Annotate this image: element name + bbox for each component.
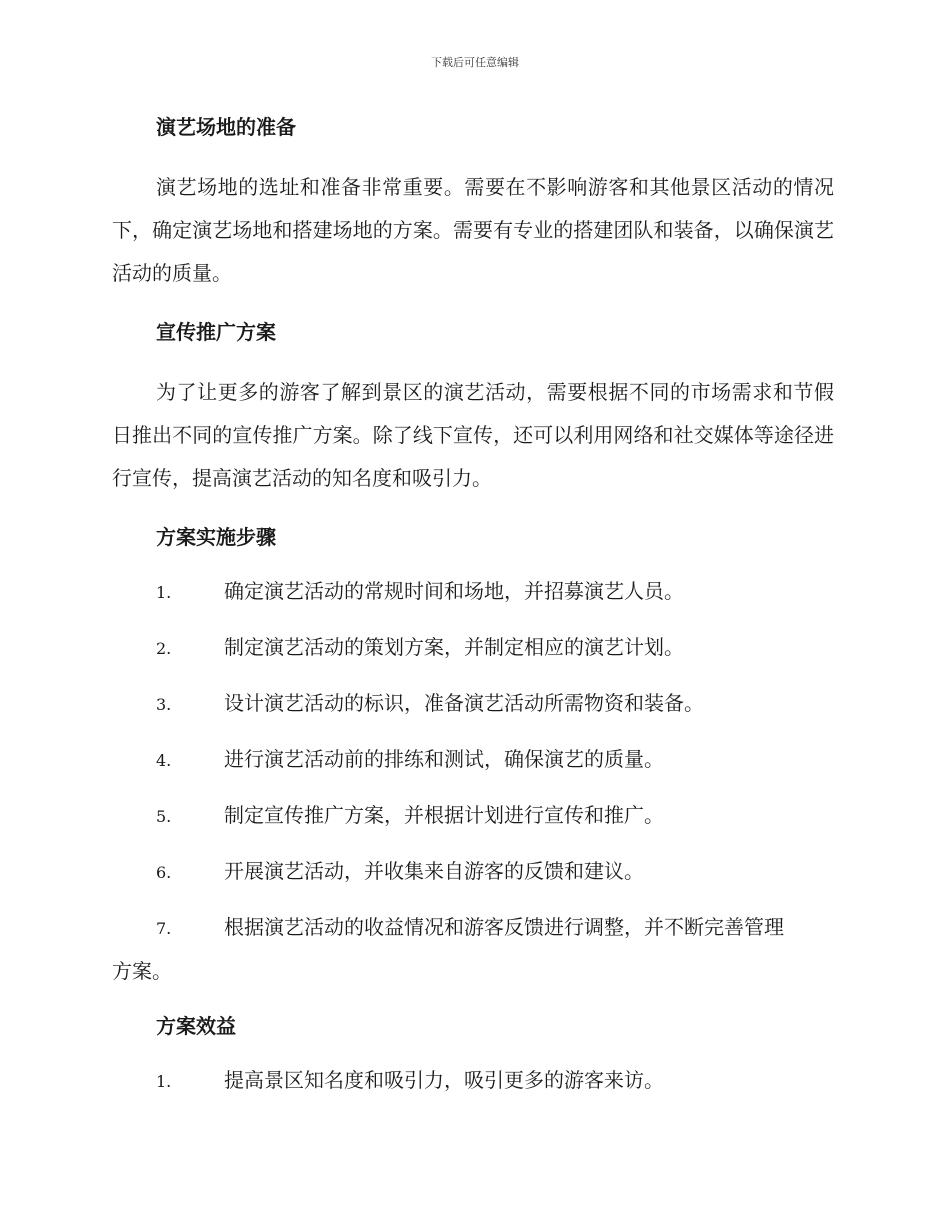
list-text: 设计演艺活动的标识，准备演艺活动所需物资和装备。 [224, 691, 704, 715]
section-title-promotion: 宣传推广方案 [156, 320, 276, 344]
list-number: 1. [156, 583, 172, 602]
section-body-venue: 演艺场地的选址和准备非常重要。需要在不影响游客和其他景区活动的情况下，确定演艺场地和搭建场地的方案。需要有专业的搭建团队和装备，以确保演艺活动的质量。 [112, 175, 834, 285]
list-text: 确定演艺活动的常规时间和场地，并招募演艺人员。 [224, 579, 684, 603]
list-text: 制定宣传推广方案，并根据计划进行宣传和推广。 [224, 803, 664, 827]
list-number: 6. [156, 863, 172, 882]
document-body [112, 108, 834, 1117]
benefits-list [112, 1059, 834, 1103]
list-number: 1. [156, 1072, 172, 1091]
list-text-continuation: 方案。 [112, 959, 172, 983]
section-body-promotion: 为了让更多的游客了解到景区的演艺活动，需要根据不同的市场需求和节假日推出不同的宣传推广方案。除了线下宣传，还可以利用网络和社交媒体等途径进行宣传，提高演艺活动的知名度和吸引力。 [112, 380, 834, 490]
steps-list [112, 570, 834, 993]
list-item [112, 738, 834, 782]
list-item [112, 682, 834, 726]
list-item [112, 626, 834, 670]
list-item [112, 906, 834, 993]
list-text: 进行演艺活动前的排练和测试，确保演艺的质量。 [224, 747, 664, 771]
list-item [112, 570, 834, 614]
list-number: 4. [156, 751, 172, 770]
list-text: 根据演艺活动的收益情况和游客反馈进行调整，并不断完善管理 [224, 915, 784, 939]
section-title-benefits: 方案效益 [156, 1014, 236, 1038]
list-item [112, 794, 834, 838]
list-number: 2. [156, 639, 172, 658]
section-title-venue: 演艺场地的准备 [156, 115, 296, 139]
list-text: 制定演艺活动的策划方案，并制定相应的演艺计划。 [224, 635, 684, 659]
section-title-steps: 方案实施步骤 [156, 525, 276, 549]
list-text: 开展演艺活动，并收集来自游客的反馈和建议。 [224, 859, 644, 883]
list-item [112, 850, 834, 894]
list-number: 5. [156, 807, 172, 826]
list-number: 7. [156, 919, 172, 938]
list-text: 提高景区知名度和吸引力，吸引更多的游客来访。 [224, 1068, 664, 1092]
list-item [112, 1059, 834, 1103]
list-number: 3. [156, 695, 172, 714]
header-note: 下载后可任意编辑 [431, 56, 519, 69]
